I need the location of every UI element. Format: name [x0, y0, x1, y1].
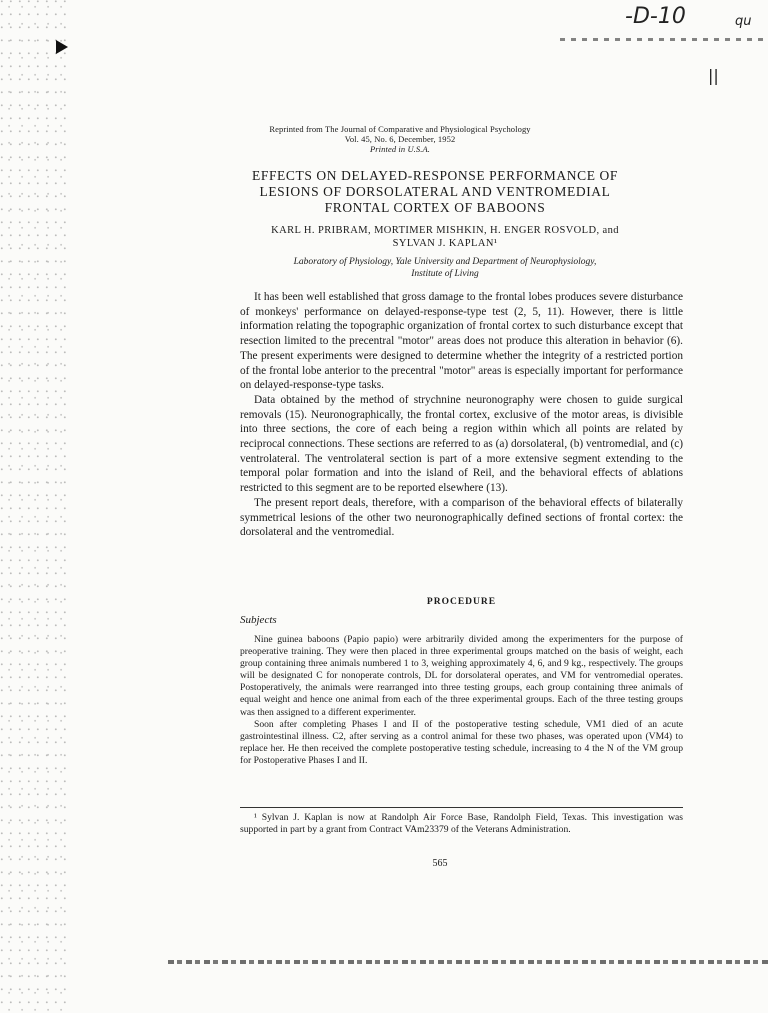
- scan-arrow-mark: [56, 40, 68, 54]
- handwritten-code: -D-10: [625, 4, 686, 29]
- author-list: [225, 224, 665, 250]
- procedure-paragraph: Soon after completing Phases I and II of the postoperative testing schedule, VM1 died of an acute gastrointestinal illness. C2, after serving as a control animal for these two phases, was operated upon (VM4) to replace her. He then received the complete postoperative testing schedule, increasing to 4 the N of the VM group for Postoperative Phases I and II.: [240, 718, 683, 766]
- handwritten-marks: ||: [708, 66, 719, 85]
- scan-bottom-edge: [168, 960, 768, 964]
- reprint-line: Printed in U.S.A.: [369, 144, 430, 154]
- page-number: 565: [432, 858, 448, 869]
- intro-text: [240, 290, 683, 540]
- section-heading: PROCEDURE: [426, 597, 497, 607]
- handwritten-initials: qu: [735, 14, 752, 29]
- intro-paragraph: The present report deals, therefore, with a comparison of the behavioral effects of bilaterally symmetrical lesions of the other two neuronographically defined sections of frontal cortex: the dorsolateral and the ventromedial.: [240, 496, 683, 539]
- intro-paragraph: It has been well established that gross damage to the frontal lobes produces severe disturbance of monkeys' performance on delayed-response-type test (2, 5, 11). However, there is little information relating the topographic organization of frontal cortex to such disturbance except that resection limited to the precentral "motor" areas does not produce this alteration in behavior (6). The present experiments were designed to determine whether the integrity of a restricted portion of the frontal lobe anterior to the precentral "motor" areas is especially important for performance on delayed-response-type tasks.: [240, 291, 683, 392]
- reprint-header: [215, 124, 585, 154]
- reprint-line: Reprinted from The Journal of Comparative and Physiological Psychology: [269, 124, 531, 134]
- intro-paragraph: Data obtained by the method of strychnine neuronography were chosen to guide surgical removals (15). Neuronographically, the frontal cortex, exclusive of the motor areas, is divisible into three sections, the core of each being a region within which all points are related by reciprocal connections. These sections are referred to as (a) dorsolateral, (b) ventromedial, and (c) ventrolateral. The ventrolateral section is part of a more extensive segment extending to the temporal polar formation and into the island of Reil, and the behavioral effects of ablations restricted to this segment are to be reported elsewhere (13).: [240, 393, 683, 495]
- authors-line: SYLVAN J. KAPLAN¹: [392, 238, 498, 249]
- footnote-text: ¹ Sylvan J. Kaplan is now at Randolph Air Force Base, Randolph Field, Texas. This investigation was supported in part by a grant from Contract VAm23379 of the Veterans Administration.: [240, 812, 683, 836]
- subsection-heading: Subjects: [240, 614, 277, 626]
- authors-line: KARL H. PRIBRAM, MORTIMER MISHKIN, H. ENGER ROSVOLD, and: [271, 225, 619, 236]
- title-line: LESIONS OF DORSOLATERAL AND VENTROMEDIAL: [259, 184, 611, 199]
- affiliation: [225, 256, 665, 280]
- reprint-line: Vol. 45, No. 6, December, 1952: [344, 134, 456, 144]
- article-title: [215, 168, 655, 216]
- title-line: FRONTAL CORTEX OF BABOONS: [324, 200, 546, 215]
- footnote-rule: [240, 807, 683, 808]
- procedure-text: [240, 634, 683, 767]
- affiliation-line: Laboratory of Physiology, Yale University and Department of Neurophysiology,: [293, 257, 597, 267]
- footnote: [240, 812, 683, 836]
- scan-top-dash: [560, 38, 768, 41]
- title-line: EFFECTS ON DELAYED-RESPONSE PERFORMANCE OF: [251, 168, 618, 183]
- procedure-paragraph: Nine guinea baboons (Papio papio) were arbitrarily divided among the experimenters for the purpose of preoperative training. They were then placed in three experimental groups matched on the basis of weight, each group containing three animals numbered 1 to 3, weighing approximately 4, 6, and 9 kg., respectively. The groups will be designated C for nonoperate controls, DL for dorsolateral operates, and VM for ventromedial operates. Postoperatively, the animals were rearranged into three testing groups, each group containing three animals of equal weight and hence one animal from each of the three experimental groups. Each of the three testing groups was then assigned to a different experimenter.: [240, 634, 683, 718]
- affiliation-line: Institute of Living: [411, 269, 479, 279]
- scan-speckle-margin: [0, 0, 70, 1013]
